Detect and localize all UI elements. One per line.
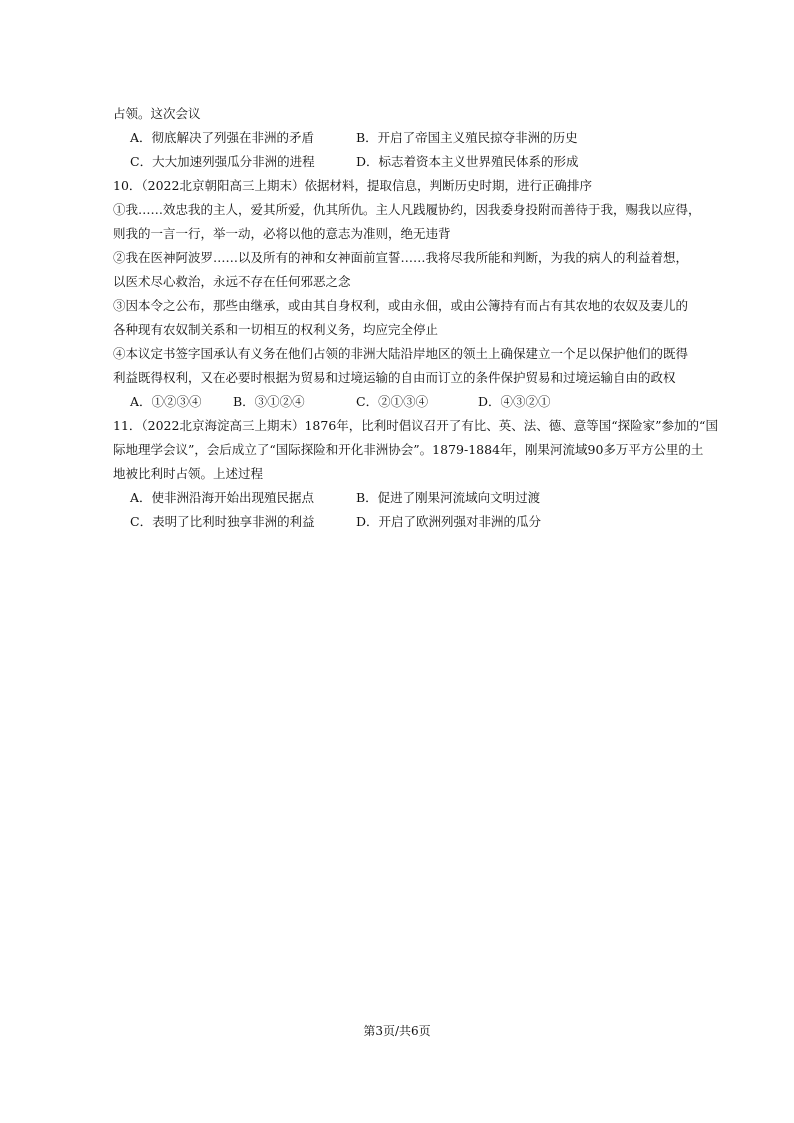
q10-option-a: A．①②③④ — [130, 394, 202, 409]
q10-material-line: ③因本令之公布，那些由继承，或由其自身权利，或由永佃，或由公簿持有而占有其农地的农奴及妻儿的 — [113, 298, 689, 313]
q10-material-line: 利益既得权利，又在必要时根据为贸易和过境运输的自由而订立的条件保护贸易和过境运输自由的政权 — [113, 370, 676, 385]
q9-option-c: C．大大加速列强瓜分非洲的进程 — [130, 154, 315, 169]
q9-option-d: D．标志着资本主义世界殖民体系的形成 — [356, 154, 579, 169]
q10-option-c: C．②①③④ — [356, 394, 429, 409]
q10-material-line: ④本议定书签字国承认有义务在他们占领的非洲大陆沿岸地区的领土上确保建立一个足以保护他们的既得 — [113, 346, 689, 361]
q10-stem: 10．（2022北京朝阳高三上期末）依据材料，提取信息，判断历史时期，进行正确排序 — [113, 178, 592, 193]
q11-option-c: C．表明了比利时独享非洲的利益 — [130, 514, 315, 529]
q10-material-line: 以医术尽心救治，永远不存在任何邪恶之念 — [113, 274, 351, 289]
q11-option-b: B．促进了刚果河流域向文明过渡 — [356, 490, 541, 505]
q10-material-line: 各种现有农奴制关系和一切相互的权利义务，均应完全停止 — [113, 322, 439, 337]
q10-option-b: B．③①②④ — [233, 394, 305, 409]
q11-stem-line: 11．（2022北京海淀高三上期末）1876年，比利时倡议召开了有比、英、法、德、意等国“探险家”参加的“国 — [113, 418, 718, 433]
q10-material-line: 则我的一言一行，举一动，必将以他的意志为准则，绝无违背 — [113, 226, 451, 241]
q9-option-b: B．开启了帝国主义殖民掠夺非洲的历史 — [356, 130, 578, 145]
q9-stem-tail: 占领。这次会议 — [113, 106, 201, 121]
q11-stem-line: 地被比利时占领。上述过程 — [113, 466, 264, 481]
q11-option-d: D．开启了欧洲列强对非洲的瓜分 — [356, 514, 542, 529]
q9-option-a: A．彻底解决了列强在非洲的矛盾 — [130, 130, 315, 145]
q10-material-line: ②我在医神阿波罗……以及所有的神和女神面前宣誓……我将尽我所能和判断，为我的病人的利益着想， — [113, 250, 689, 265]
q11-stem-line: 际地理学会议”，会后成立了“国际探险和开化非洲协会”。1879-1884年，刚果河流域90多万平方公里的土 — [113, 442, 704, 457]
page-number: 第3页/共6页 — [363, 1024, 431, 1038]
q10-option-d: D．④③②① — [478, 394, 551, 409]
q10-material-line: ①我……效忠我的主人，爱其所爱，仇其所仇。主人凡践履协约，因我委身投附而善待于我，赐我以应得， — [113, 202, 701, 217]
q11-option-a: A．使非洲沿海开始出现殖民据点 — [130, 490, 315, 505]
